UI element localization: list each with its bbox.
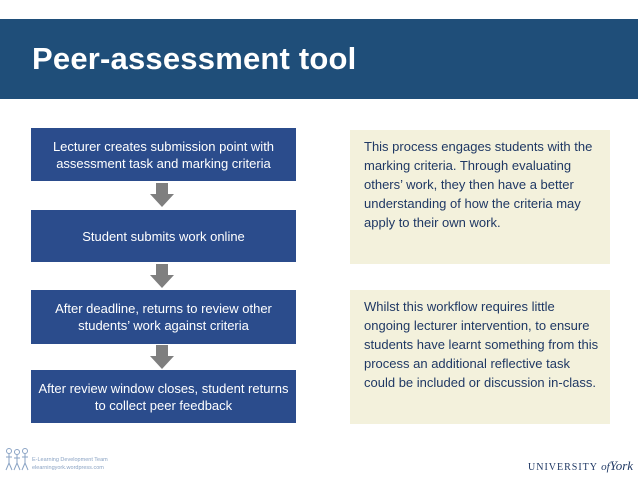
footer-credits xyxy=(32,456,108,472)
flow-step-1: Lecturer creates submission point with assessment task and marking criteria xyxy=(31,128,296,181)
flow-step-2: Student submits work online xyxy=(31,210,296,262)
flow-step-4: After review window closes, student returns to collect peer feedback xyxy=(31,370,296,423)
slide-title: Peer-assessment tool xyxy=(32,41,357,76)
title-bar xyxy=(0,19,638,99)
university-logo xyxy=(528,458,633,474)
down-arrow-icon xyxy=(150,264,174,288)
down-arrow-icon xyxy=(150,345,174,369)
note-engagement: This process engages students with the marking criteria. Through evaluating others’ work, they then have a better understanding of how the criteria may apply to their own work. xyxy=(350,130,610,264)
down-arrow-icon xyxy=(150,183,174,207)
people-logo-icon xyxy=(4,447,30,471)
university-logo-of: of xyxy=(601,461,610,473)
flow-step-3: After deadline, returns to review other students’ work against criteria xyxy=(31,290,296,344)
note-reflective-task: Whilst this workflow requires little ongoing lecturer intervention, to ensure students have learnt something from this process an additional reflective task could be included or discussion in-class. xyxy=(350,290,610,424)
footer-team: E-Learning Development Team xyxy=(32,457,108,463)
university-logo-york: York xyxy=(609,458,634,473)
university-logo-prefix: UNIVERSITY xyxy=(528,462,602,473)
footer-site-link[interactable]: elearningyork.wordpress.com xyxy=(32,465,104,471)
